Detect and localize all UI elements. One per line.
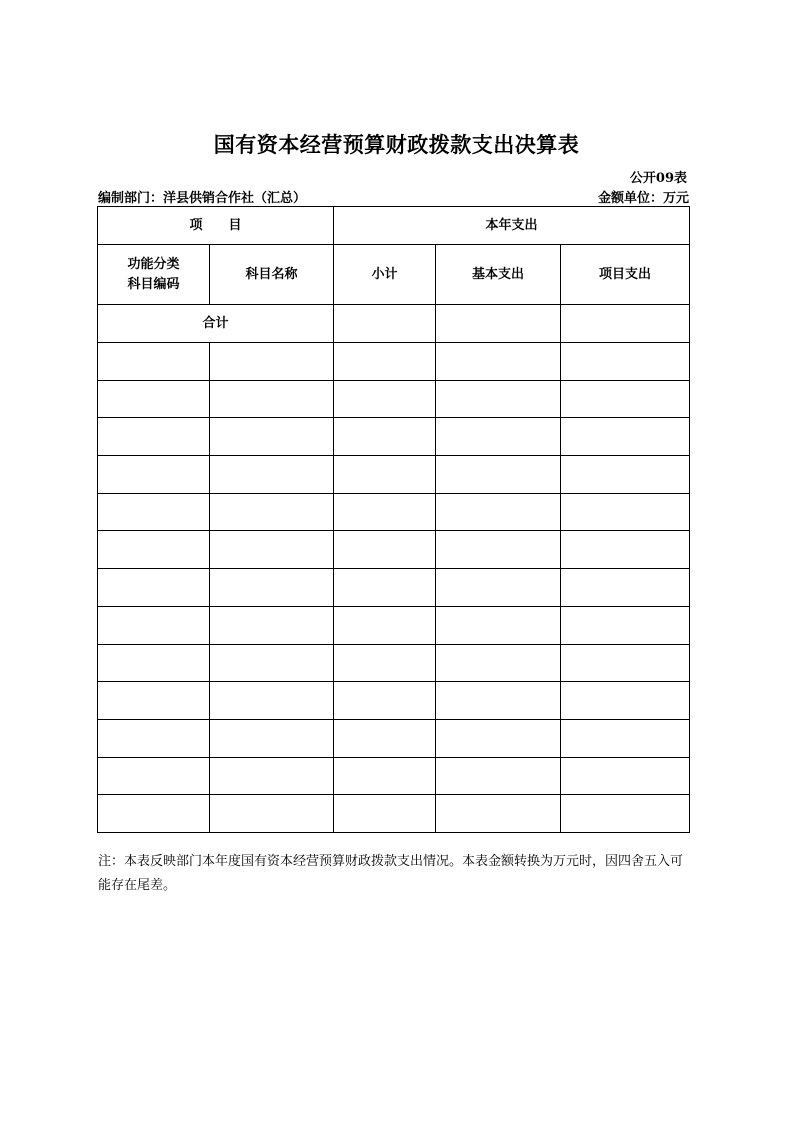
table-cell <box>334 606 436 644</box>
total-project-cell <box>561 305 690 343</box>
table-cell <box>210 795 334 833</box>
header-row-2 <box>98 245 690 305</box>
table-cell <box>436 569 561 607</box>
table-cell <box>210 493 334 531</box>
table-cell <box>561 418 690 456</box>
table-cell <box>98 795 210 833</box>
total-basic-cell <box>436 305 561 343</box>
table-cell <box>98 531 210 569</box>
header-row-1 <box>98 207 690 245</box>
table-row <box>98 606 690 644</box>
table-row <box>98 418 690 456</box>
table-cell <box>561 795 690 833</box>
total-row <box>98 305 690 343</box>
table-cell <box>561 531 690 569</box>
table-cell <box>436 380 561 418</box>
table-row <box>98 569 690 607</box>
table-cell <box>98 456 210 494</box>
table-cell <box>210 380 334 418</box>
total-subtotal-cell <box>334 305 436 343</box>
table-cell <box>210 644 334 682</box>
table-cell <box>436 343 561 381</box>
table-cell <box>334 682 436 720</box>
table-cell <box>334 531 436 569</box>
table-cell <box>436 682 561 720</box>
unit-label: 金额单位：万元 <box>597 191 689 206</box>
table-row <box>98 682 690 720</box>
header-item: 项 目 <box>98 207 334 245</box>
header-function-code <box>98 245 210 305</box>
header-basic-expenditure: 基本支出 <box>436 245 561 305</box>
table-cell <box>210 606 334 644</box>
table-cell <box>334 719 436 757</box>
table-cell <box>210 531 334 569</box>
table-cell <box>210 569 334 607</box>
table-cell <box>436 606 561 644</box>
table-cell <box>561 606 690 644</box>
table-row <box>98 531 690 569</box>
table-cell <box>334 418 436 456</box>
page-title: 国有资本经营预算财政拨款支出决算表 <box>213 132 580 157</box>
header-project-expenditure: 项目支出 <box>561 245 690 305</box>
footnote: 注：本表反映部门本年度国有资本经营预算财政拨款支出情况。本表金额转换为万元时，因四舍五入可能存在尾差。 <box>98 854 684 893</box>
header-current-year: 本年支出 <box>334 207 690 245</box>
table-cell <box>334 795 436 833</box>
table-cell <box>561 644 690 682</box>
budget-table <box>97 206 690 833</box>
table-row <box>98 493 690 531</box>
table-cell <box>561 719 690 757</box>
table-cell <box>334 493 436 531</box>
table-cell <box>436 456 561 494</box>
table-cell <box>98 644 210 682</box>
table-cell <box>210 456 334 494</box>
table-cell <box>561 493 690 531</box>
table-cell <box>334 456 436 494</box>
table-cell <box>210 757 334 795</box>
table-cell <box>334 343 436 381</box>
table-row <box>98 719 690 757</box>
table-cell <box>98 682 210 720</box>
table-row <box>98 343 690 381</box>
table-cell <box>561 343 690 381</box>
table-cell <box>334 757 436 795</box>
table-cell <box>436 493 561 531</box>
header-subtotal: 小计 <box>334 245 436 305</box>
table-row <box>98 644 690 682</box>
table-row <box>98 380 690 418</box>
form-code: 公开09表 <box>629 171 687 186</box>
table-cell <box>436 795 561 833</box>
table-cell <box>436 418 561 456</box>
table-cell <box>98 606 210 644</box>
header-function-code-line1: 功能分类 <box>127 256 180 272</box>
table-cell <box>561 380 690 418</box>
table-cell <box>98 343 210 381</box>
table-cell <box>98 380 210 418</box>
table-cell <box>98 719 210 757</box>
table-cell <box>98 493 210 531</box>
table-cell <box>210 682 334 720</box>
table-cell <box>561 569 690 607</box>
table-cell <box>210 719 334 757</box>
table-row <box>98 456 690 494</box>
total-label: 合计 <box>98 305 334 343</box>
department-label: 编制部门：洋县供销合作社（汇总） <box>98 191 307 206</box>
table-cell <box>436 531 561 569</box>
table-row <box>98 795 690 833</box>
table-cell <box>98 418 210 456</box>
table-cell <box>210 418 334 456</box>
table-cell <box>98 757 210 795</box>
table-cell <box>436 644 561 682</box>
table-cell <box>210 343 334 381</box>
table-cell <box>561 456 690 494</box>
table-row <box>98 757 690 795</box>
table-cell <box>98 569 210 607</box>
table-cell <box>334 644 436 682</box>
header-subject-name: 科目名称 <box>210 245 334 305</box>
table-cell <box>561 682 690 720</box>
table-cell <box>436 757 561 795</box>
header-function-code-line2: 科目编码 <box>127 276 180 292</box>
table-cell <box>436 719 561 757</box>
table-cell <box>561 757 690 795</box>
table-cell <box>334 569 436 607</box>
table-cell <box>334 380 436 418</box>
